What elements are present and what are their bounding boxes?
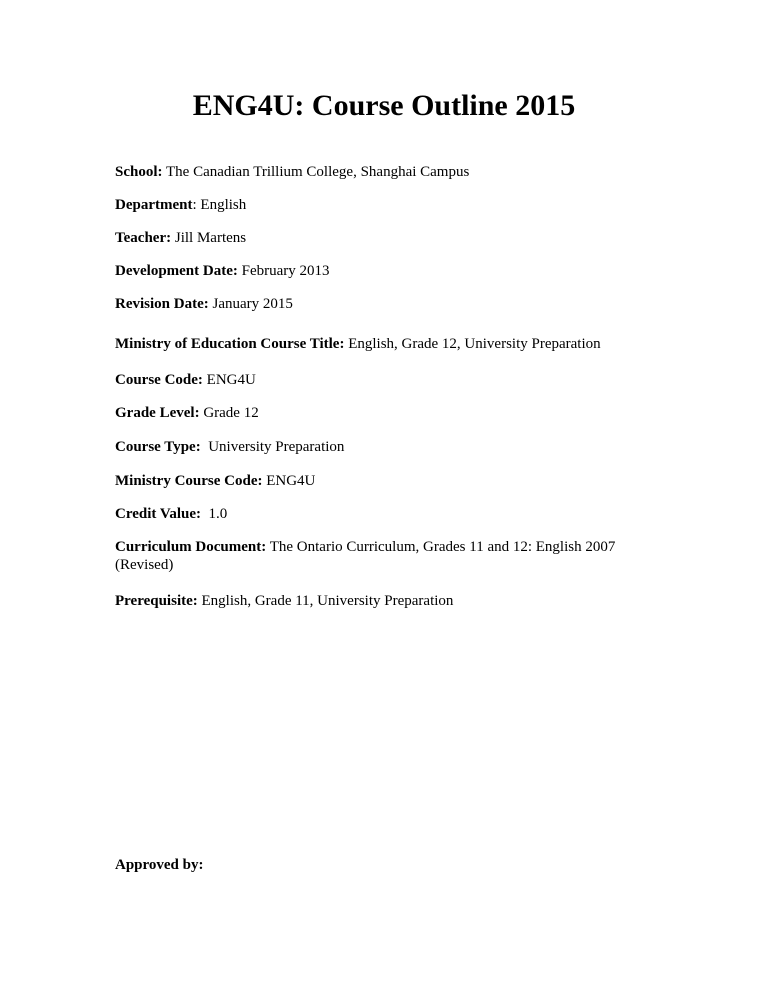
development-date-value: February 2013: [241, 263, 330, 279]
department-field: [115, 196, 635, 214]
course-type-label: Course Type:: [115, 439, 201, 455]
teacher-field: [115, 229, 635, 247]
teacher-label: Teacher:: [115, 230, 172, 246]
curriculum-document-field: [115, 538, 635, 574]
revision-date-value: January 2015: [212, 296, 293, 312]
ministry-course-title-field: [115, 335, 635, 353]
course-type-value: University Preparation: [208, 439, 345, 455]
school-value: The Canadian Trillium College, Shanghai Campus: [166, 164, 470, 180]
ministry-course-code-label: Ministry Course Code:: [115, 473, 263, 489]
development-date-field: [115, 262, 635, 280]
curriculum-document-value-line2: (Revised): [115, 557, 174, 573]
development-date-label: Development Date:: [115, 263, 238, 279]
ministry-course-code-field: [115, 472, 635, 490]
approved-by-label: Approved by:: [115, 857, 204, 873]
revision-date-field: [115, 295, 635, 313]
ministry-course-title-label: Ministry of Education Course Title:: [115, 336, 345, 352]
course-type-field: [115, 438, 635, 456]
course-code-label: Course Code:: [115, 372, 203, 388]
teacher-value: Jill Martens: [174, 230, 247, 246]
school-field: [115, 163, 635, 181]
ministry-course-code-value: ENG4U: [266, 473, 316, 489]
department-value: English: [200, 197, 247, 213]
school-label: School:: [115, 164, 163, 180]
credit-value-value: 1.0: [208, 506, 228, 522]
page-title: ENG4U: Course Outline 2015: [192, 89, 576, 122]
prerequisite-field: [115, 592, 635, 610]
course-code-value: ENG4U: [206, 372, 256, 388]
course-code-field: [115, 371, 635, 389]
revision-date-label: Revision Date:: [115, 296, 209, 312]
grade-level-value: Grade 12: [203, 405, 259, 421]
prerequisite-label: Prerequisite:: [115, 593, 198, 609]
department-separator: :: [192, 197, 197, 213]
credit-value-label: Credit Value:: [115, 506, 201, 522]
curriculum-document-label: Curriculum Document:: [115, 539, 267, 555]
curriculum-document-value-line1: The Ontario Curriculum, Grades 11 and 12: English 2007: [269, 539, 616, 555]
grade-level-label: Grade Level:: [115, 405, 200, 421]
prerequisite-value: English, Grade 11, University Preparation: [201, 593, 454, 609]
approved-by-field: [115, 856, 635, 874]
department-label: Department: [115, 197, 193, 213]
grade-level-field: [115, 404, 635, 422]
credit-value-field: [115, 505, 635, 523]
ministry-course-title-value: English, Grade 12, University Preparation: [348, 336, 601, 352]
